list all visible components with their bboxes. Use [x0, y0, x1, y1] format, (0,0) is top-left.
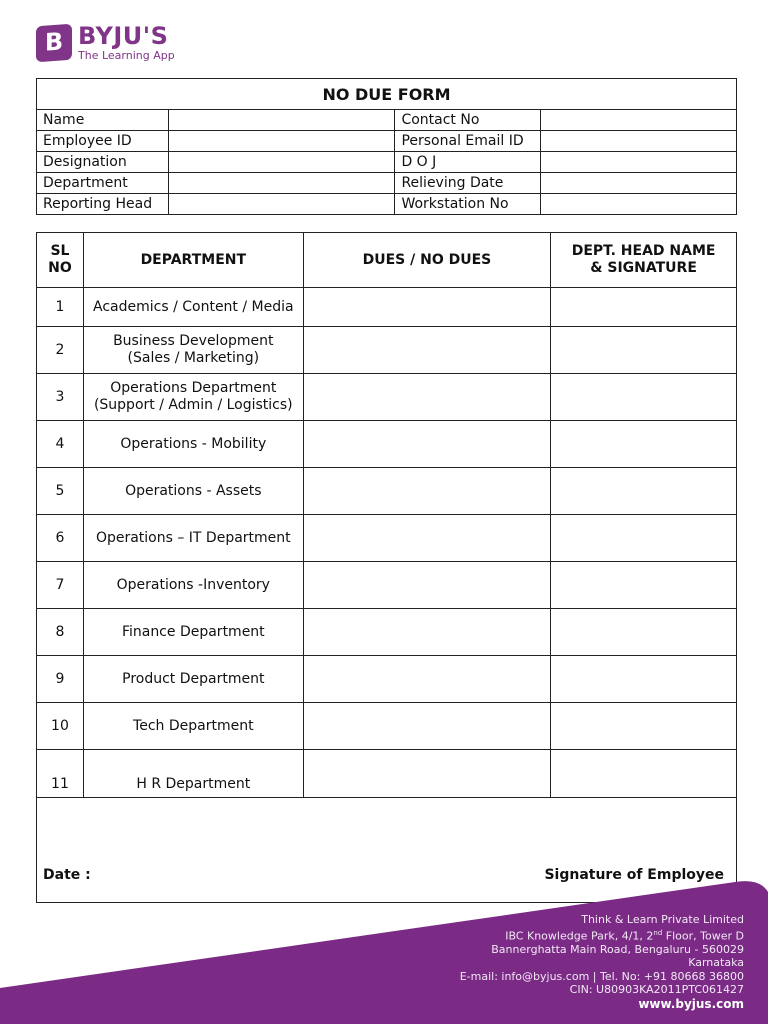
department-cell: Operations – IT Department: [83, 515, 303, 562]
sl-no-header: SL NO: [37, 233, 84, 288]
relieving-date-field[interactable]: [541, 173, 737, 194]
info-row: [37, 131, 737, 152]
workstation-no-field[interactable]: [541, 194, 737, 215]
sl-no-cell: 4: [37, 421, 84, 468]
table-row: [37, 562, 737, 609]
info-row: [37, 173, 737, 194]
clearance-table: [36, 232, 737, 903]
field-label: Designation: [37, 152, 169, 173]
dues-field[interactable]: [303, 515, 551, 562]
table-header-row: [37, 233, 737, 288]
department-field[interactable]: [168, 173, 394, 194]
doj-field[interactable]: [541, 152, 737, 173]
table-row: [37, 750, 737, 798]
contact-no-field[interactable]: [541, 110, 737, 131]
table-row: [37, 515, 737, 562]
sl-no-cell: 3: [37, 374, 84, 421]
form-title: NO DUE FORM: [37, 79, 737, 110]
head-signature-field[interactable]: [551, 656, 737, 703]
dues-field[interactable]: [303, 421, 551, 468]
dues-header: DUES / NO DUES: [303, 233, 551, 288]
department-cell: Operations Department (Support / Admin / Logistics): [83, 374, 303, 421]
contact-line: E-mail: info@byjus.com | Tel. No: +91 80668 36800: [459, 969, 744, 983]
department-cell: Finance Department: [83, 609, 303, 656]
sl-no-cell: 10: [37, 703, 84, 750]
head-signature-field[interactable]: [551, 468, 737, 515]
field-label: Name: [37, 110, 169, 131]
table-row: [37, 703, 737, 750]
head-signature-field[interactable]: [551, 703, 737, 750]
head-signature-field[interactable]: [551, 327, 737, 374]
sl-no-cell: 11: [37, 750, 84, 798]
table-row: [37, 374, 737, 421]
sl-no-cell: 5: [37, 468, 84, 515]
reporting-head-field[interactable]: [168, 194, 394, 215]
brand-text: [78, 24, 175, 62]
field-label: Relieving Date: [395, 173, 541, 194]
address-line-2: Bannerghatta Main Road, Bengaluru - 560029: [491, 942, 744, 956]
department-cell: Academics / Content / Media: [83, 288, 303, 327]
head-signature-field[interactable]: [551, 609, 737, 656]
cin-line: CIN: U80903KA2011PTC061427: [569, 983, 744, 997]
info-row: [37, 194, 737, 215]
field-label: Reporting Head: [37, 194, 169, 215]
sl-no-cell: 8: [37, 609, 84, 656]
sl-no-cell: 1: [37, 288, 84, 327]
department-cell: Business Development (Sales / Marketing): [83, 327, 303, 374]
department-cell: Operations - Mobility: [83, 421, 303, 468]
address-line-1: IBC Knowledge Park, 4/1, 2nd Floor, Tower D: [505, 928, 744, 943]
designation-field[interactable]: [168, 152, 394, 173]
brand-logo: [36, 24, 175, 62]
head-signature-field[interactable]: [551, 288, 737, 327]
field-label: Department: [37, 173, 169, 194]
head-signature-field[interactable]: [551, 562, 737, 609]
brand-tagline: The Learning App: [78, 49, 175, 62]
head-signature-field[interactable]: [551, 750, 737, 798]
head-signature-header: DEPT. HEAD NAME & SIGNATURE: [551, 233, 737, 288]
sl-no-cell: 9: [37, 656, 84, 703]
personal-email-field[interactable]: [541, 131, 737, 152]
table-row: [37, 327, 737, 374]
table-row: [37, 288, 737, 327]
field-label: Contact No: [395, 110, 541, 131]
info-row: [37, 152, 737, 173]
head-signature-field[interactable]: [551, 515, 737, 562]
company-address: [460, 913, 744, 1011]
employee-info-table: [36, 78, 737, 215]
field-label: Workstation No: [395, 194, 541, 215]
dues-field[interactable]: [303, 703, 551, 750]
table-row: [37, 656, 737, 703]
brand-mark-icon: B: [36, 24, 72, 63]
head-signature-field[interactable]: [551, 421, 737, 468]
sl-no-cell: 2: [37, 327, 84, 374]
table-row: [37, 609, 737, 656]
date-label: Date :: [43, 867, 91, 883]
info-row: [37, 110, 737, 131]
employee-signature-label: Signature of Employee: [544, 867, 724, 883]
table-row: [37, 421, 737, 468]
department-cell: H R Department: [83, 750, 303, 798]
employee-id-field[interactable]: [168, 131, 394, 152]
department-cell: Tech Department: [83, 703, 303, 750]
department-cell: Operations -Inventory: [83, 562, 303, 609]
dues-field[interactable]: [303, 656, 551, 703]
department-header: DEPARTMENT: [83, 233, 303, 288]
dues-field[interactable]: [303, 288, 551, 327]
company-name: Think & Learn Private Limited: [581, 913, 744, 926]
sl-no-cell: 7: [37, 562, 84, 609]
dues-field[interactable]: [303, 327, 551, 374]
dues-field[interactable]: [303, 609, 551, 656]
dues-field[interactable]: [303, 374, 551, 421]
dues-field[interactable]: [303, 468, 551, 515]
name-field[interactable]: [168, 110, 394, 131]
brand-name: BYJU'S: [78, 22, 169, 50]
website-link[interactable]: www.byjus.com: [638, 996, 744, 1011]
dues-field[interactable]: [303, 562, 551, 609]
table-row: [37, 468, 737, 515]
field-label: D O J: [395, 152, 541, 173]
department-cell: Product Department: [83, 656, 303, 703]
dues-field[interactable]: [303, 750, 551, 798]
sl-no-cell: 6: [37, 515, 84, 562]
field-label: Employee ID: [37, 131, 169, 152]
address-line-3: Karnataka: [688, 956, 744, 970]
head-signature-field[interactable]: [551, 374, 737, 421]
department-cell: Operations - Assets: [83, 468, 303, 515]
field-label: Personal Email ID: [395, 131, 541, 152]
